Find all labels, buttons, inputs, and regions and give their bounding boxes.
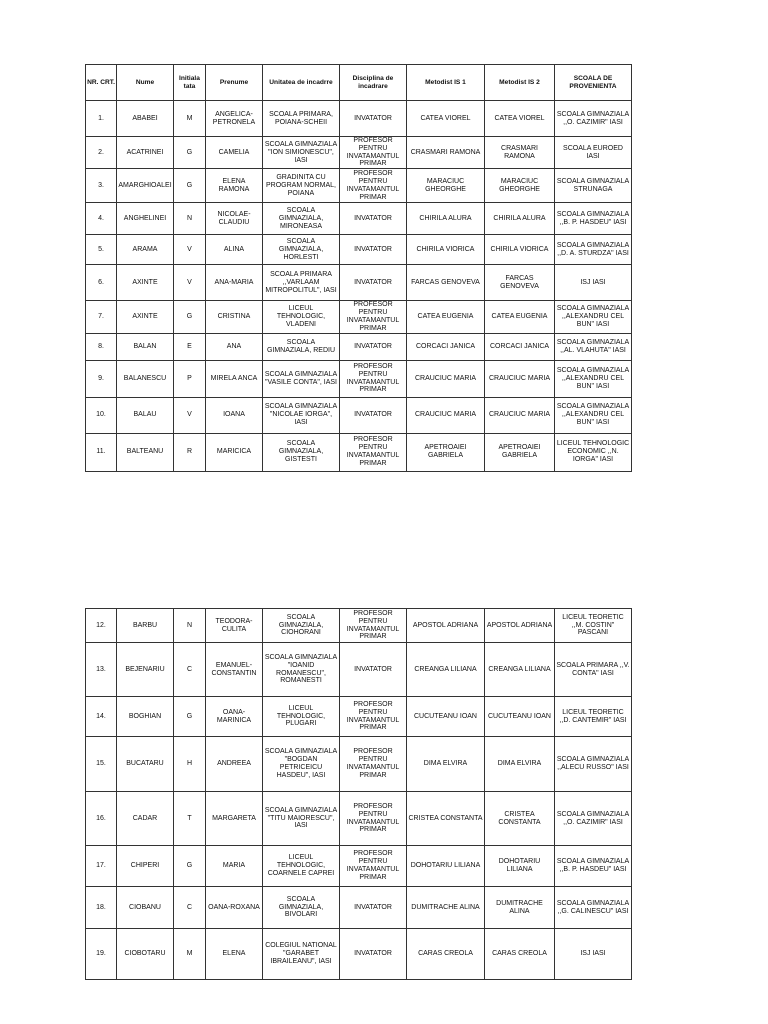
cell-scoala-provenienta: SCOALA GIMNAZIALA ,,AL. VLAHUTA" IASI <box>555 333 632 360</box>
header-disciplina: Disciplina de incadrare <box>340 65 407 101</box>
table-row <box>86 333 632 360</box>
cell-nr: 3. <box>86 169 117 203</box>
cell-prenume: MARGARETA <box>206 792 263 846</box>
cell-metodist-2: FARCAS GENOVEVA <box>485 265 555 301</box>
cell-nume: AMARGHIOALEI <box>117 169 174 203</box>
cell-metodist-2: MARACIUC GHEORGHE <box>485 169 555 203</box>
cell-nr: 7. <box>86 301 117 333</box>
cell-initiala: G <box>174 301 206 333</box>
cell-prenume: ANGELICA-PETRONELA <box>206 101 263 137</box>
cell-metodist-1: APOSTOL ADRIANA <box>407 609 485 643</box>
cell-metodist-2: CREANGA LILIANA <box>485 643 555 697</box>
cell-scoala-provenienta: SCOALA PRIMARA ,,V. CONTA" IASI <box>555 643 632 697</box>
cell-unitatea: SCOALA GIMNAZIALA, CIOHORANI <box>263 609 340 643</box>
cell-nume: CIOBOTARU <box>117 929 174 980</box>
cell-scoala-provenienta: SCOALA GIMNAZIALA ,,O. CAZIMIR" IASI <box>555 792 632 846</box>
table-row <box>86 397 632 433</box>
cell-unitatea: SCOALA GIMNAZIALA "VASILE CONTA", IASI <box>263 360 340 397</box>
table-row <box>86 235 632 265</box>
header-prenume: Prenume <box>206 65 263 101</box>
cell-metodist-2: CRASMARI RAMONA <box>485 137 555 169</box>
cell-metodist-2: APETROAIEI GABRIELA <box>485 433 555 471</box>
cell-initiala: C <box>174 887 206 929</box>
header-initiala: Initiala tata <box>174 65 206 101</box>
cell-initiala: G <box>174 137 206 169</box>
cell-prenume: CAMELIA <box>206 137 263 169</box>
cell-unitatea: SCOALA GIMNAZIALA "IOANID ROMANESCU", ROMANESTI <box>263 643 340 697</box>
table-row <box>86 301 632 333</box>
cell-nr: 15. <box>86 737 117 792</box>
staff-table-part-2 <box>85 608 632 980</box>
cell-disciplina: INVATATOR <box>340 887 407 929</box>
cell-scoala-provenienta: LICEUL TEORETIC ,,M. COSTIN" PASCANI <box>555 609 632 643</box>
cell-nr: 2. <box>86 137 117 169</box>
cell-initiala: H <box>174 737 206 792</box>
table-row <box>86 203 632 235</box>
cell-metodist-2: DIMA ELVIRA <box>485 737 555 792</box>
cell-metodist-1: CHIRILA ALURA <box>407 203 485 235</box>
cell-scoala-provenienta: SCOALA EUROED IASI <box>555 137 632 169</box>
cell-prenume: ANA <box>206 333 263 360</box>
cell-metodist-2: CATEA VIOREL <box>485 101 555 137</box>
cell-unitatea: SCOALA GIMNAZIALA "NICOLAE IORGA", IASI <box>263 397 340 433</box>
cell-initiala: V <box>174 265 206 301</box>
table-row <box>86 265 632 301</box>
cell-initiala: M <box>174 929 206 980</box>
cell-nr: 16. <box>86 792 117 846</box>
table-body-part-1 <box>86 101 632 472</box>
cell-prenume: ELENA RAMONA <box>206 169 263 203</box>
cell-metodist-2: CRAUCIUC MARIA <box>485 397 555 433</box>
cell-metodist-2: APOSTOL ADRIANA <box>485 609 555 643</box>
cell-nume: BALANESCU <box>117 360 174 397</box>
cell-initiala: C <box>174 643 206 697</box>
cell-unitatea: SCOALA PRIMARA ,,VARLAAM MITROPOLITUL", IASI <box>263 265 340 301</box>
cell-unitatea: SCOALA GIMNAZIALA, REDIU <box>263 333 340 360</box>
cell-unitatea: SCOALA GIMNAZIALA "BOGDAN PETRICEICU HASDEU", IASI <box>263 737 340 792</box>
cell-metodist-1: CATEA VIOREL <box>407 101 485 137</box>
cell-metodist-1: CATEA EUGENIA <box>407 301 485 333</box>
cell-scoala-provenienta: SCOALA GIMNAZIALA ,,ALEXANDRU CEL BUN" IASI <box>555 397 632 433</box>
cell-prenume: ANA-MARIA <box>206 265 263 301</box>
cell-metodist-1: CRISTEA CONSTANTA <box>407 792 485 846</box>
cell-scoala-provenienta: SCOALA GIMNAZIALA ,,ALEXANDRU CEL BUN" IASI <box>555 301 632 333</box>
cell-metodist-1: CUCUTEANU IOAN <box>407 697 485 737</box>
table-row <box>86 169 632 203</box>
cell-scoala-provenienta: LICEUL TEHNOLOGIC ECONOMIC ,,N. IORGA" IASI <box>555 433 632 471</box>
cell-nr: 10. <box>86 397 117 433</box>
cell-metodist-1: DUMITRACHE ALINA <box>407 887 485 929</box>
cell-nume: BARBU <box>117 609 174 643</box>
cell-nume: ANGHELINEI <box>117 203 174 235</box>
table-row <box>86 433 632 471</box>
cell-nr: 17. <box>86 846 117 887</box>
cell-prenume: MARICICA <box>206 433 263 471</box>
cell-disciplina: INVATATOR <box>340 333 407 360</box>
cell-unitatea: LICEUL TEHNOLOGIC, COARNELE CAPREI <box>263 846 340 887</box>
cell-prenume: ANDREEA <box>206 737 263 792</box>
table-row <box>86 737 632 792</box>
cell-disciplina: INVATATOR <box>340 929 407 980</box>
cell-metodist-2: CHIRILA ALURA <box>485 203 555 235</box>
cell-scoala-provenienta: SCOALA GIMNAZIALA ,,G. CALINESCU" IASI <box>555 887 632 929</box>
cell-scoala-provenienta: SCOALA GIMNAZIALA ,,B. P. HASDEU" IASI <box>555 846 632 887</box>
cell-nr: 4. <box>86 203 117 235</box>
cell-disciplina: PROFESOR PENTRU INVATAMANTUL PRIMAR <box>340 137 407 169</box>
cell-metodist-1: CORCACI JANICA <box>407 333 485 360</box>
cell-metodist-1: DOHOTARIU LILIANA <box>407 846 485 887</box>
table-row <box>86 643 632 697</box>
table-row <box>86 697 632 737</box>
table-row <box>86 792 632 846</box>
cell-nume: BALAN <box>117 333 174 360</box>
cell-prenume: ALINA <box>206 235 263 265</box>
cell-initiala: V <box>174 235 206 265</box>
cell-unitatea: GRADINITA CU PROGRAM NORMAL, POIANA <box>263 169 340 203</box>
cell-disciplina: INVATATOR <box>340 397 407 433</box>
cell-nume: BALTEANU <box>117 433 174 471</box>
cell-nume: CHIPERI <box>117 846 174 887</box>
cell-disciplina: INVATATOR <box>340 101 407 137</box>
cell-nr: 12. <box>86 609 117 643</box>
cell-metodist-1: CRAUCIUC MARIA <box>407 360 485 397</box>
cell-nr: 18. <box>86 887 117 929</box>
cell-scoala-provenienta: ISJ IASI <box>555 929 632 980</box>
cell-metodist-2: CARAS CREOLA <box>485 929 555 980</box>
cell-scoala-provenienta: SCOALA GIMNAZIALA ,,ALECU RUSSO" IASI <box>555 737 632 792</box>
cell-scoala-provenienta: LICEUL TEORETIC ,,D. CANTEMIR" IASI <box>555 697 632 737</box>
cell-unitatea: LICEUL TEHNOLOGIC, PLUGARI <box>263 697 340 737</box>
cell-initiala: N <box>174 609 206 643</box>
cell-initiala: R <box>174 433 206 471</box>
cell-nume: AXINTE <box>117 265 174 301</box>
cell-nr: 13. <box>86 643 117 697</box>
cell-disciplina: INVATATOR <box>340 203 407 235</box>
cell-nume: BUCATARU <box>117 737 174 792</box>
cell-prenume: ELENA <box>206 929 263 980</box>
cell-prenume: EMANUEL-CONSTANTIN <box>206 643 263 697</box>
cell-metodist-2: CORCACI JANICA <box>485 333 555 360</box>
cell-metodist-1: CHIRILA VIORICA <box>407 235 485 265</box>
cell-nume: CIOBANU <box>117 887 174 929</box>
cell-initiala: E <box>174 333 206 360</box>
cell-metodist-1: CREANGA LILIANA <box>407 643 485 697</box>
cell-disciplina: PROFESOR PENTRU INVATAMANTUL PRIMAR <box>340 169 407 203</box>
cell-nume: ARAMA <box>117 235 174 265</box>
table-row <box>86 929 632 980</box>
cell-unitatea: COLEGIUL NATIONAL "GARABET IBRAILEANU", IASI <box>263 929 340 980</box>
cell-metodist-1: CRAUCIUC MARIA <box>407 397 485 433</box>
cell-disciplina: PROFESOR PENTRU INVATAMANTUL PRIMAR <box>340 360 407 397</box>
table-body-part-2 <box>86 609 632 980</box>
cell-nume: BEJENARIU <box>117 643 174 697</box>
cell-initiala: V <box>174 397 206 433</box>
table-row <box>86 101 632 137</box>
header-row <box>86 65 632 101</box>
cell-prenume: IOANA <box>206 397 263 433</box>
cell-nr: 19. <box>86 929 117 980</box>
cell-scoala-provenienta: SCOALA GIMNAZIALA ,,O. CAZIMIR" IASI <box>555 101 632 137</box>
table-row <box>86 137 632 169</box>
cell-scoala-provenienta: SCOALA GIMNAZIALA STRUNAGA <box>555 169 632 203</box>
cell-nr: 1. <box>86 101 117 137</box>
cell-initiala: G <box>174 169 206 203</box>
cell-prenume: TEODORA-CULITA <box>206 609 263 643</box>
cell-metodist-1: CRASMARI RAMONA <box>407 137 485 169</box>
cell-unitatea: SCOALA GIMNAZIALA, BIVOLARI <box>263 887 340 929</box>
cell-disciplina: PROFESOR PENTRU INVATAMANTUL PRIMAR <box>340 433 407 471</box>
cell-nr: 8. <box>86 333 117 360</box>
table-row <box>86 609 632 643</box>
cell-unitatea: SCOALA GIMNAZIALA, HORLESTI <box>263 235 340 265</box>
cell-metodist-1: MARACIUC GHEORGHE <box>407 169 485 203</box>
cell-disciplina: INVATATOR <box>340 235 407 265</box>
cell-initiala: G <box>174 697 206 737</box>
cell-unitatea: SCOALA PRIMARA, POIANA-SCHEII <box>263 101 340 137</box>
header-metodist-1: Metodist IS 1 <box>407 65 485 101</box>
cell-nume: ACATRINEI <box>117 137 174 169</box>
cell-prenume: NICOLAE-CLAUDIU <box>206 203 263 235</box>
staff-table-part-1 <box>85 64 632 472</box>
table-row <box>86 887 632 929</box>
cell-nr: 14. <box>86 697 117 737</box>
header-metodist-2: Metodist IS 2 <box>485 65 555 101</box>
cell-disciplina: PROFESOR PENTRU INVATAMANTUL PRIMAR <box>340 301 407 333</box>
cell-unitatea: SCOALA GIMNAZIALA "ION SIMIONESCU", IASI <box>263 137 340 169</box>
cell-metodist-2: DUMITRACHE ALINA <box>485 887 555 929</box>
cell-prenume: OANA-MARINICA <box>206 697 263 737</box>
cell-disciplina: PROFESOR PENTRU INVATAMANTUL PRIMAR <box>340 697 407 737</box>
cell-scoala-provenienta: SCOALA GIMNAZIALA ,,D. A. STURDZA" IASI <box>555 235 632 265</box>
cell-metodist-1: FARCAS GENOVEVA <box>407 265 485 301</box>
cell-disciplina: INVATATOR <box>340 643 407 697</box>
cell-scoala-provenienta: SCOALA GIMNAZIALA ,,ALEXANDRU CEL BUN" IASI <box>555 360 632 397</box>
cell-nr: 11. <box>86 433 117 471</box>
cell-unitatea: SCOALA GIMNAZIALA "TITU MAIORESCU", IASI <box>263 792 340 846</box>
cell-disciplina: PROFESOR PENTRU INVATAMANTUL PRIMAR <box>340 737 407 792</box>
cell-disciplina: PROFESOR PENTRU INVATAMANTUL PRIMAR <box>340 792 407 846</box>
cell-nume: BOGHIAN <box>117 697 174 737</box>
header-nr: NR. CRT. <box>86 65 117 101</box>
table-row <box>86 846 632 887</box>
cell-scoala-provenienta: SCOALA GIMNAZIALA ,,B. P. HASDEU" IASI <box>555 203 632 235</box>
cell-unitatea: SCOALA GIMNAZIALA, MIRONEASA <box>263 203 340 235</box>
header-unitatea: Unitatea de incadrre <box>263 65 340 101</box>
cell-prenume: CRISTINA <box>206 301 263 333</box>
cell-scoala-provenienta: ISJ IASI <box>555 265 632 301</box>
cell-prenume: OANA-ROXANA <box>206 887 263 929</box>
cell-disciplina: INVATATOR <box>340 265 407 301</box>
cell-initiala: G <box>174 846 206 887</box>
cell-metodist-2: DOHOTARIU LILIANA <box>485 846 555 887</box>
cell-metodist-2: CUCUTEANU IOAN <box>485 697 555 737</box>
cell-nr: 5. <box>86 235 117 265</box>
cell-metodist-2: CRAUCIUC MARIA <box>485 360 555 397</box>
cell-metodist-2: CATEA EUGENIA <box>485 301 555 333</box>
table-row <box>86 360 632 397</box>
cell-initiala: M <box>174 101 206 137</box>
cell-initiala: P <box>174 360 206 397</box>
header-scoala-provenienta: SCOALA DE PROVENIENTA <box>555 65 632 101</box>
cell-prenume: MARIA <box>206 846 263 887</box>
cell-metodist-1: DIMA ELVIRA <box>407 737 485 792</box>
cell-nume: BALAU <box>117 397 174 433</box>
cell-nume: AXINTE <box>117 301 174 333</box>
cell-nr: 6. <box>86 265 117 301</box>
cell-prenume: MIRELA ANCA <box>206 360 263 397</box>
cell-disciplina: PROFESOR PENTRU INVATAMANTUL PRIMAR <box>340 609 407 643</box>
cell-unitatea: LICEUL TEHNOLOGIC, VLADENI <box>263 301 340 333</box>
cell-nr: 9. <box>86 360 117 397</box>
cell-disciplina: PROFESOR PENTRU INVATAMANTUL PRIMAR <box>340 846 407 887</box>
cell-nume: ABABEI <box>117 101 174 137</box>
cell-nume: CADAR <box>117 792 174 846</box>
cell-initiala: T <box>174 792 206 846</box>
header-nume: Nume <box>117 65 174 101</box>
cell-unitatea: SCOALA GIMNAZIALA, GISTESTI <box>263 433 340 471</box>
cell-metodist-1: CARAS CREOLA <box>407 929 485 980</box>
cell-metodist-1: APETROAIEI GABRIELA <box>407 433 485 471</box>
cell-initiala: N <box>174 203 206 235</box>
cell-metodist-2: CHIRILA VIORICA <box>485 235 555 265</box>
cell-metodist-2: CRISTEA CONSTANTA <box>485 792 555 846</box>
